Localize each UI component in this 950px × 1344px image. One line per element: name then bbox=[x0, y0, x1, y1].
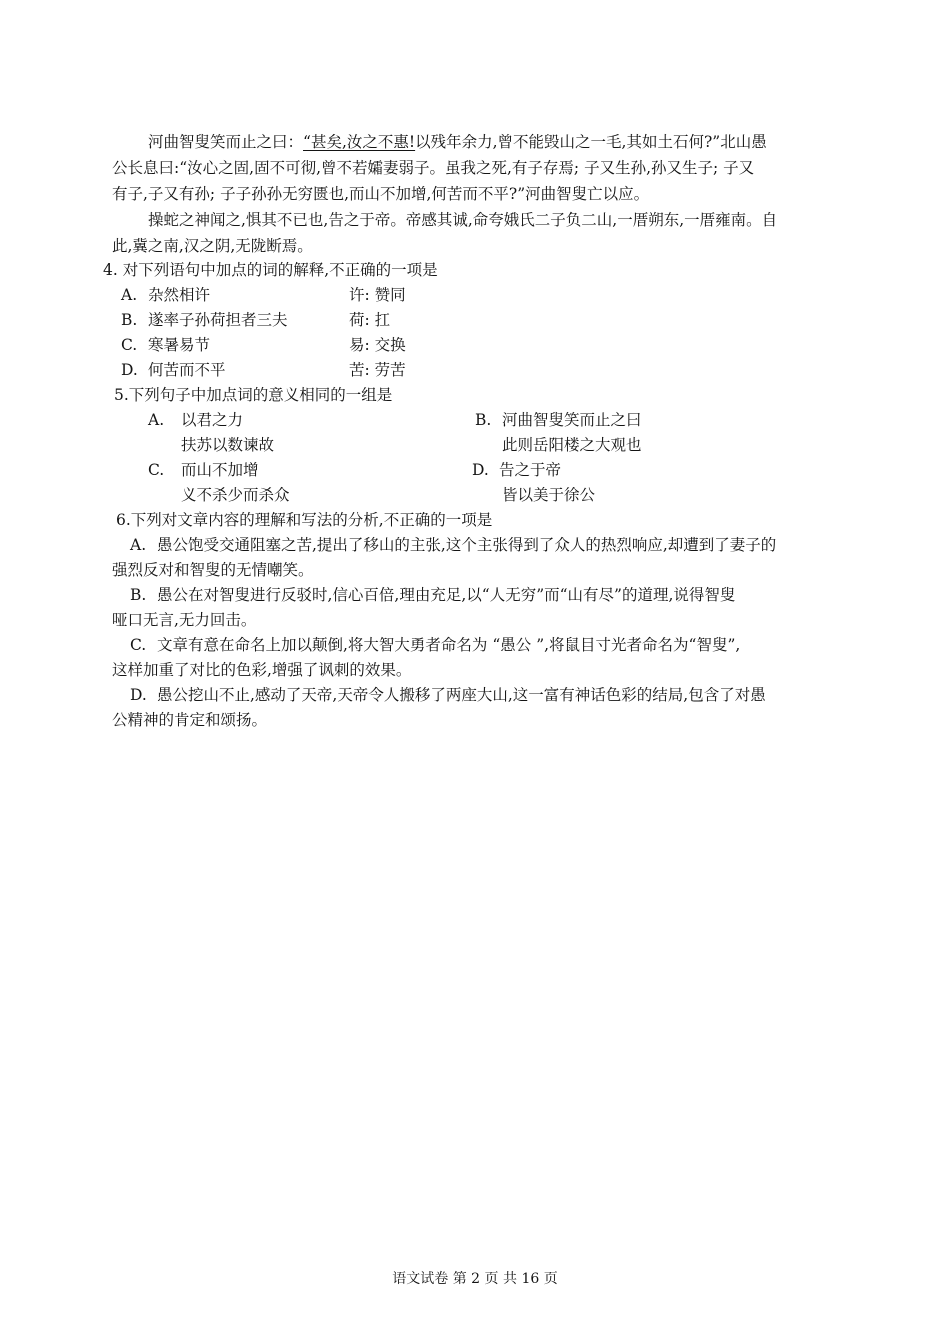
q5-option-line2: 皆以美于徐公 bbox=[502, 486, 596, 504]
q5-option-letter: B. bbox=[475, 411, 492, 429]
q6-option-line2: 公精神的肯定和颂扬。 bbox=[112, 711, 268, 729]
q4-option-letter: D. bbox=[121, 361, 138, 379]
q4-option-text: 杂然相许 bbox=[148, 286, 211, 304]
q4-option-text: 寒暑易节 bbox=[148, 336, 211, 354]
question-5-stem: 5.下列句子中加点词的意义相同的一组是 bbox=[114, 386, 393, 404]
passage-para2-line-2: 此,冀之南,汉之阴,无陇断焉。 bbox=[112, 237, 313, 255]
q4-option-text: 遂率子孙荷担者三夫 bbox=[148, 311, 288, 329]
q4-option-gloss: 易: 交换 bbox=[349, 336, 406, 354]
q6-option-letter: A. bbox=[130, 536, 147, 554]
q6-option-line1: 愚公挖山不止,感动了天帝,天帝令人搬移了两座大山,这一富有神话色彩的结局,包含了对愚 bbox=[157, 686, 766, 704]
q6-option-letter: D. bbox=[130, 686, 147, 704]
underlined-phrase: “甚矣,汝之不惠! bbox=[303, 133, 416, 151]
passage-line-3: 有子,子又有孙; 子子孙孙无穷匮也,而山不加增,何苦而不平?”河曲智叟亡以应。 bbox=[112, 185, 650, 203]
q4-option-letter: A. bbox=[121, 286, 138, 304]
q5-option-letter: D. bbox=[472, 461, 489, 479]
q6-option-line2: 强烈反对和智叟的无情嘲笑。 bbox=[112, 561, 314, 579]
q5-option-letter: A. bbox=[148, 411, 165, 429]
q5-option-line1: 河曲智叟笑而止之曰 bbox=[502, 411, 642, 429]
page-footer: 语文试卷 第 2 页 共 16 页 bbox=[392, 1271, 558, 1287]
q5-option-letter: C. bbox=[148, 461, 165, 479]
q4-option-letter: C. bbox=[121, 336, 138, 354]
passage-para2-line-1: 操蛇之神闻之,惧其不已也,告之于帝。帝感其诚,命夸娥氏二子负二山,一厝朔东,一厝雍南。自 bbox=[148, 211, 778, 229]
q5-option-line1: 以君之力 bbox=[181, 411, 244, 429]
q5-option-line1: 告之于帝 bbox=[499, 461, 562, 479]
passage-text: 以残年余力,曾不能毁山之一毛,其如土石何?”北山愚 bbox=[415, 133, 767, 151]
passage-text: 河曲智叟笑而止之曰： bbox=[148, 133, 304, 151]
q4-option-gloss: 苦: 劳苦 bbox=[349, 361, 406, 379]
q6-option-line2: 这样加重了对比的色彩,增强了讽刺的效果。 bbox=[112, 661, 412, 679]
question-4-stem: 4. 对下列语句中加点的词的解释,不正确的一项是 bbox=[103, 261, 438, 279]
q5-option-line1: 而山不加增 bbox=[181, 461, 259, 479]
q4-option-letter: B. bbox=[121, 311, 138, 329]
q5-option-line2: 扶苏以数谏故 bbox=[181, 436, 275, 454]
q4-option-text: 何苦而不平 bbox=[148, 361, 226, 379]
q5-option-line2: 此则岳阳楼之大观也 bbox=[502, 436, 642, 454]
q6-option-line1: 愚公在对智叟进行反驳时,信心百倍,理由充足,以“人无穷”而“山有尽”的道理,说得智叟 bbox=[157, 586, 736, 604]
q4-option-gloss: 荷: 扛 bbox=[349, 311, 391, 329]
passage-line-2: 公长息曰:“汝心之固,固不可彻,曾不若孀妻弱子。虽我之死,有子存焉; 子又生孙,孙又生子; 子又 bbox=[112, 159, 755, 177]
q6-option-letter: B. bbox=[130, 586, 147, 604]
q6-option-line2: 哑口无言,无力回击。 bbox=[112, 611, 257, 629]
q5-option-line2: 义不杀少而杀众 bbox=[181, 486, 290, 504]
passage-line-1 bbox=[148, 130, 842, 155]
q6-option-letter: C. bbox=[130, 636, 147, 654]
q6-option-line1: 愚公饱受交通阻塞之苦,提出了移山的主张,这个主张得到了众人的热烈响应,却遭到了妻子的 bbox=[157, 536, 777, 554]
question-6-stem: 6.下列对文章内容的理解和写法的分析,不正确的一项是 bbox=[116, 511, 493, 529]
q6-option-line1: 文章有意在命名上加以颠倒,将大智大勇者命名为 “愚公 ”,将鼠目寸光者命名为“智叟”, bbox=[157, 636, 741, 654]
q4-option-gloss: 许: 赞同 bbox=[349, 286, 406, 304]
